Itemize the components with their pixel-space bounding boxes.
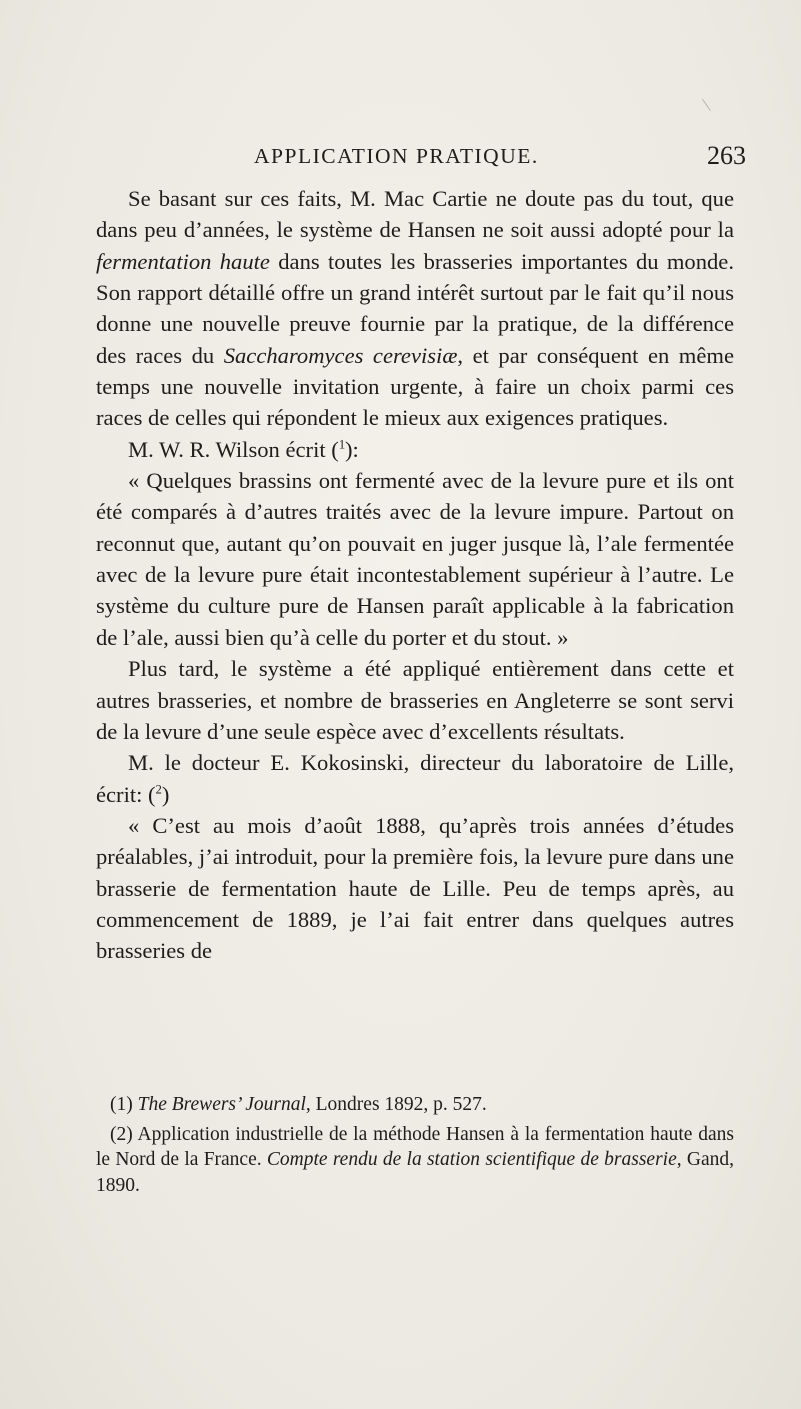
text-run: « C’est au mois d’août 1888, qu’après trois années d’études préalables, j’ai introduit, pour la première fois, la levure pure dans une brasserie de fermentation haute de Lille. Peu de temps après, au commencement de 1889, je l’ai fait entrer dans quelques autres brasseries de xyxy=(96,812,734,964)
text-run: Plus tard, le système a été appliqué entièrement dans cette et autres brasseries, et nombre de brasseries en Angleterre se sont servi de la levure d’une seule espèce avec d’excellents résultats. xyxy=(96,656,734,744)
text-run: (2) Application industrielle de la méthode Hansen à la fermentation haute dans le Nord de la France. xyxy=(96,1123,734,1170)
main-text xyxy=(96,183,734,967)
footnote xyxy=(96,1092,734,1118)
text-run: dans toutes les brasseries importantes du monde. Son rapport détaillé offre un grand intérêt surtout par le fait qu’il nous donne une nouvelle preuve fournie par la pratique, de la différence des races du xyxy=(96,248,734,368)
footnote-ref: 2 xyxy=(155,781,162,796)
footnotes xyxy=(96,1092,734,1202)
running-title: APPLICATION PRATIQUE. xyxy=(254,144,539,168)
text-run: , et par conséquent en même temps une nouvelle invitation urgente, à faire un choix parmi ces races de celles qui répondent le mieux aux exigences pratiques. xyxy=(96,342,735,431)
text-run: Se basant sur ces faits, M. Mac Cartie ne doute pas du tout, que dans peu d’années, le système de Hansen ne soit aussi adopté pour la xyxy=(96,186,734,243)
italic-text: fermentation haute xyxy=(96,248,270,274)
quotation-paragraph xyxy=(96,465,734,653)
text-run: , Gand, 1890. xyxy=(96,1149,734,1196)
footnote xyxy=(96,1122,734,1199)
text-run: , Londres 1892, p. 527. xyxy=(305,1094,487,1115)
text-run: M. W. R. Wilson écrit ( xyxy=(128,436,339,462)
paragraph xyxy=(96,434,734,465)
quotation-paragraph xyxy=(96,810,734,967)
text-run: M. le docteur E. Kokosinski, directeur du laboratoire de Lille, écrit: ( xyxy=(96,750,734,807)
footnote-ref: 1 xyxy=(338,437,346,452)
text-run: « Quelques brassins ont fermenté avec de la levure pure et ils ont été comparés à d’autres traités avec de la levure impure. Partout on reconnut que, autant qu’on pouvait en juger jusque là, l’ale fermentée avec de la levure pure était incontestablement supérieur à l’autre. Le système du culture pure de Hansen paraît applicable à la fabrication de l’ale, aussi bien qu’à celle du porter et du stout. » xyxy=(96,468,734,650)
paragraph xyxy=(96,653,734,747)
italic-text: Saccharomyces cerevisiæ xyxy=(223,342,458,368)
italic-text: The Brewers’ Journal xyxy=(137,1094,306,1115)
text-run: (1) xyxy=(110,1094,138,1115)
page-number: 263 xyxy=(707,141,746,170)
text-run: ): xyxy=(345,436,359,462)
italic-text: Compte rendu de la station scientifique de brasserie xyxy=(266,1149,677,1170)
paragraph xyxy=(96,183,734,434)
paper-mark xyxy=(702,93,719,111)
text-run: ) xyxy=(161,781,170,807)
paragraph xyxy=(96,747,734,810)
